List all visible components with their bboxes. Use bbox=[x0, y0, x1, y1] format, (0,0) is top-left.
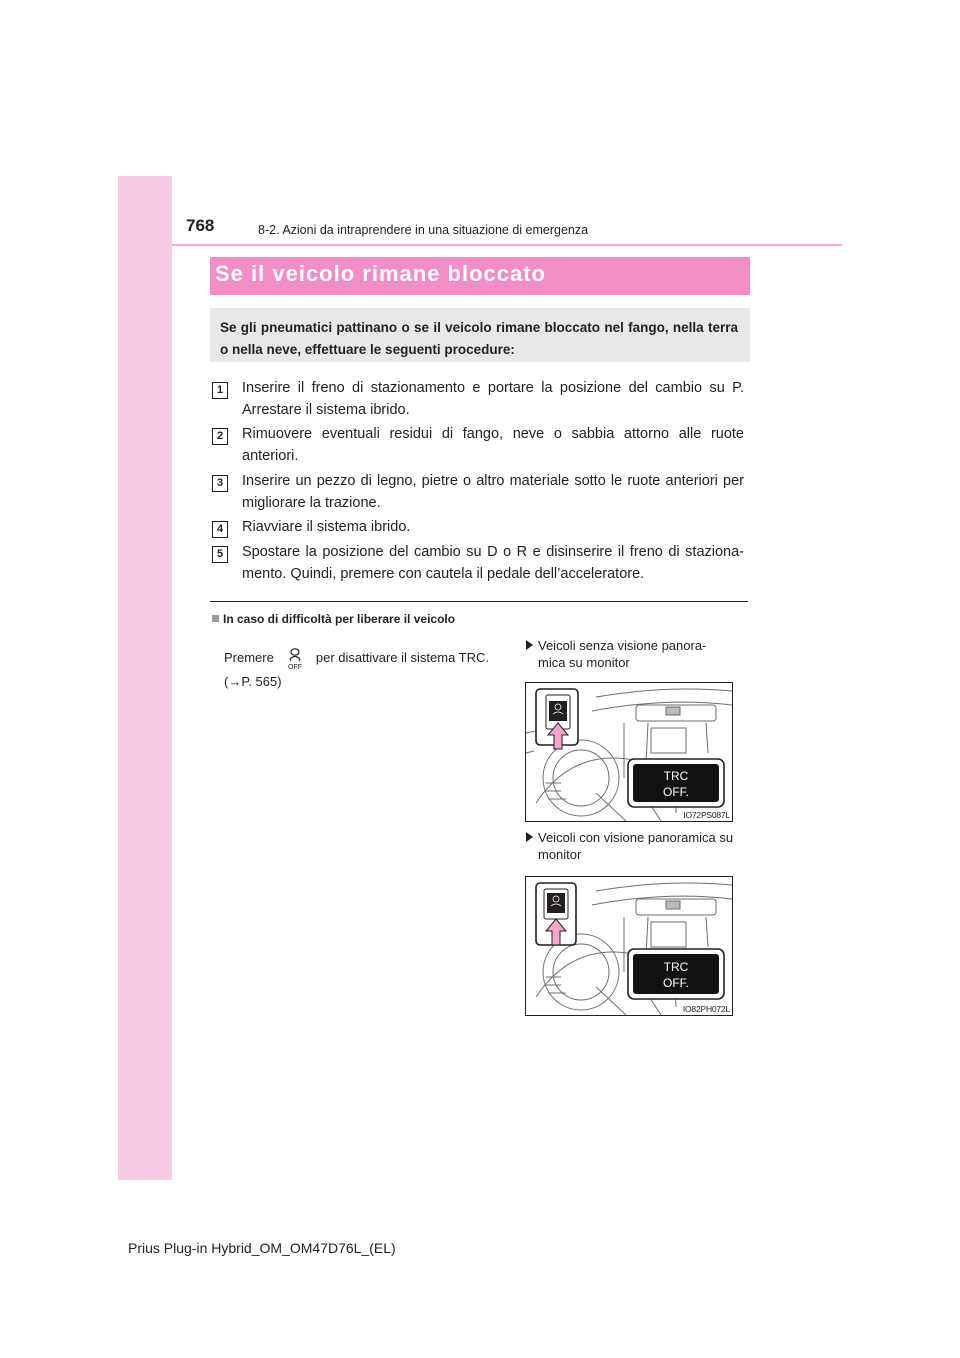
square-bullet-icon bbox=[212, 615, 219, 622]
bullet-item bbox=[526, 829, 736, 863]
step-number: 5 bbox=[212, 546, 228, 563]
bullet-text: Veicoli con visione panoramica su monitor bbox=[538, 830, 734, 862]
switch-label: OFF bbox=[287, 664, 302, 670]
step-number: 2 bbox=[212, 428, 228, 445]
step-text: Inserire il freno di stazionamento e portare la posizione del cambio su P. Arrestare il sistema ibrido. bbox=[242, 380, 744, 418]
title-band bbox=[210, 257, 750, 295]
dashboard-figure bbox=[525, 876, 733, 1016]
figure-code: IO82PH072L bbox=[682, 1004, 730, 1014]
para-after: per disattivare il sistema TRC. bbox=[315, 650, 490, 665]
subsection-heading-text: In caso di difficoltà per liberare il veicolo bbox=[223, 612, 456, 626]
dashboard-figure bbox=[525, 682, 733, 822]
step-number: 4 bbox=[212, 521, 228, 538]
page-title: Se il veicolo rimane bloccato bbox=[215, 261, 546, 286]
display-text-trc: TRC bbox=[663, 769, 689, 783]
header-rule bbox=[172, 244, 842, 246]
subsection-rule bbox=[210, 601, 748, 602]
step-text: Inserire un pezzo di legno, pietre o altro materiale sotto le ruote anteriori per migliorare la trazione. bbox=[242, 473, 744, 511]
step-text: Spostare la posizione del cambio su D o R e disinserire il freno di staziona- mento. Quindi, premere con cautela il pedale dell’acceleratore. bbox=[242, 544, 744, 582]
trc-off-switch-icon bbox=[282, 648, 308, 670]
side-tab-bar bbox=[118, 176, 172, 1180]
triangle-bullet-icon bbox=[526, 832, 533, 842]
footer-doc-id: Prius Plug-in Hybrid_OM_OM47D76L_(EL) bbox=[128, 1240, 396, 1256]
step-number: 1 bbox=[212, 382, 228, 399]
instruction-paragraph bbox=[224, 646, 508, 693]
dashboard-illustration bbox=[526, 877, 732, 1015]
display-text-off: OFF. bbox=[663, 976, 689, 990]
page-reference: (→P. 565) bbox=[224, 674, 282, 689]
page-number: 768 bbox=[186, 216, 215, 235]
bullet-item bbox=[526, 637, 736, 671]
intro-box bbox=[210, 308, 750, 362]
bullet-text: Veicoli senza visione panora- mica su monitor bbox=[538, 638, 707, 670]
subsection-heading bbox=[212, 612, 455, 626]
display-text-trc: TRC bbox=[663, 960, 689, 974]
para-before: Premere bbox=[224, 650, 274, 665]
step-text: Riavviare il sistema ibrido. bbox=[242, 519, 411, 535]
dashboard-illustration bbox=[526, 683, 732, 821]
display-text-off: OFF. bbox=[663, 785, 689, 799]
triangle-bullet-icon bbox=[526, 640, 533, 650]
section-title: 8-2. Azioni da intraprendere in una situazione di emergenza bbox=[258, 223, 589, 237]
step-text: Rimuovere eventuali residui di fango, neve o sabbia attorno alle ruote anteriori. bbox=[242, 426, 744, 464]
step-number: 3 bbox=[212, 475, 228, 492]
intro-text: Se gli pneumatici pattinano o se il veicolo rimane bloccato nel fango, nella terra o nella neve, effettuare le seguenti procedure: bbox=[220, 320, 738, 357]
figure-code: IO72PS087L bbox=[683, 810, 730, 820]
